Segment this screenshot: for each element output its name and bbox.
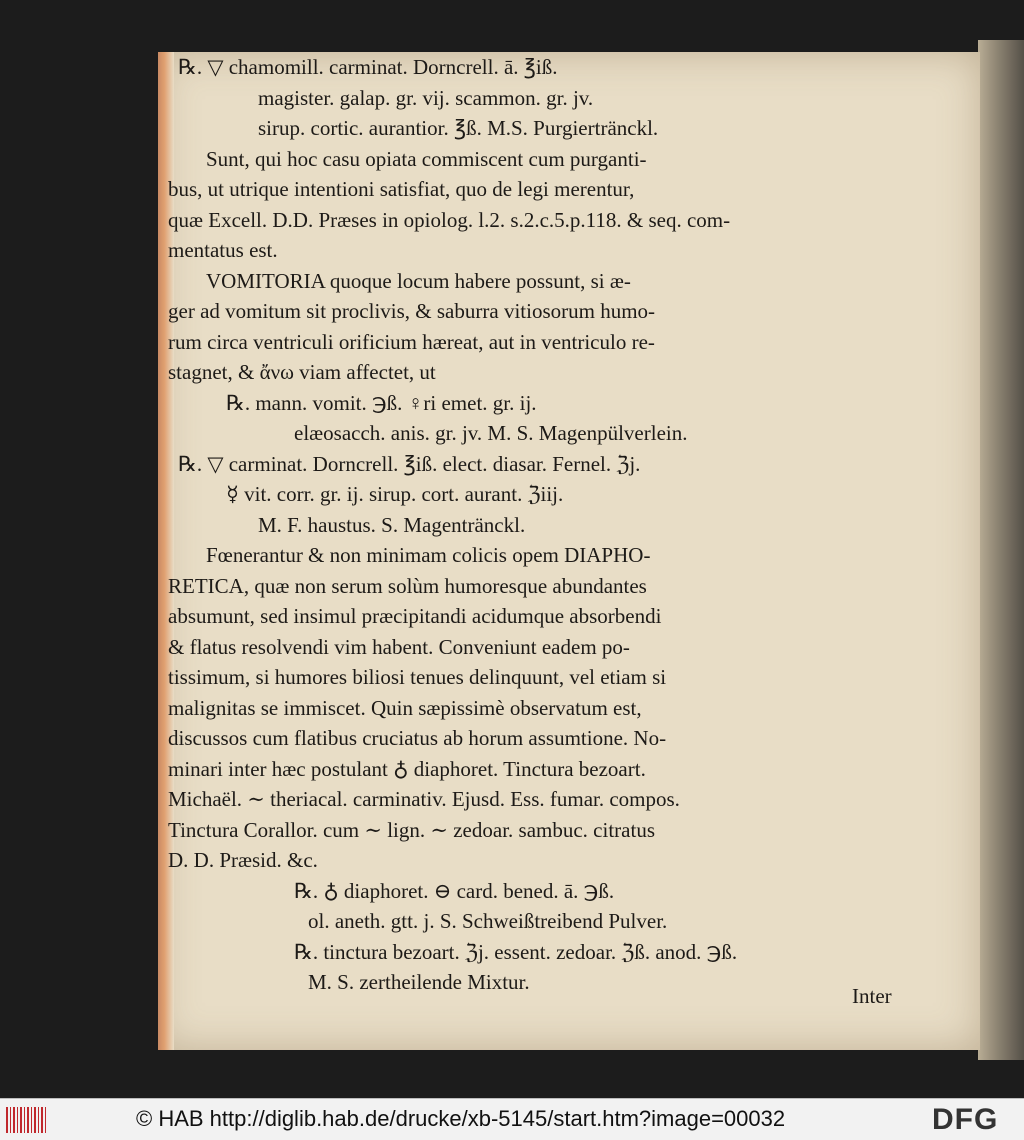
text-line: Michaël. ∼ theriacal. carminativ. Ejusd. Ess. fumar. compos. [168,787,680,811]
text-line: ℞. mann. vomit. ℈ß. ♀ri emet. gr. ij. [226,390,537,415]
page-text-block [168,52,908,998]
text-line: magister. galap. gr. vij. scammon. gr. jv. [258,85,594,110]
text-line: ℞. ▽ chamomill. carminat. Dorncrell. ā. ℥iß. [178,55,558,79]
text-line: M. F. haustus. S. Magentränckl. [258,512,526,537]
text-line: bus, ut utrique intentioni satisfiat, quo de legi merentur, [168,177,635,201]
text-line: stagnet, & ἄνω viam affectet, ut [168,360,436,384]
text-line: malignitas se immiscet. Quin sæpissimè observatum est, [168,695,642,720]
text-line: absumunt, sed insimul præcipitandi acidumque absorbendi [168,604,662,628]
text-line: elæosacch. anis. gr. jv. M. S. Magenpülverlein. [294,421,688,445]
text-line: ☿ vit. corr. gr. ij. sirup. cort. aurant. ℨiij. [226,482,564,506]
text-line: Fœnerantur & non minimam colicis opem DIAPHO- [206,543,651,567]
text-line: discussos cum flatibus cruciatus ab horum assumtione. No- [168,726,667,750]
viewer-footer [0,1098,1024,1140]
text-line: minari inter hæc postulant ♁ diaphoret. Tinctura bezoart. [168,756,646,781]
text-line: & flatus resolvendi vim habent. Conveniunt eadem po- [168,634,630,659]
catchword: Inter [852,984,892,1008]
text-line: ℞. ♁ diaphoret. ⊖ card. bened. ā. ℈ß. [294,878,615,903]
text-line: ol. aneth. gtt. j. S. Schweißtreibend Pulver. [308,909,668,933]
text-line: VOMITORIA quoque locum habere possunt, si æ- [206,268,631,293]
text-line: Sunt, qui hoc casu opiata commiscent cum purganti- [206,146,647,171]
text-line: ℞. ▽ carminat. Dorncrell. ℥iß. elect. diasar. Fernel. ℨj. [178,451,641,476]
text-line: ger ad vomitum sit proclivis, & saburra vitiosorum humo- [168,299,656,323]
dfg-logo: DFG [932,1103,999,1136]
text-line: RETICA, quæ non serum solùm humoresque abundantes [168,573,647,598]
facing-page-edge [978,40,1024,1060]
text-line: ℞. tinctura bezoart. ℨj. essent. zedoar. ℨß. anod. ℈ß. [294,939,738,964]
text-line: mentatus est. [168,238,278,262]
source-credit[interactable]: © HAB http://diglib.hab.de/drucke/xb-5145/start.htm?image=00032 [136,1106,786,1131]
text-line: sirup. cortic. aurantior. ℥ß. M.S. Purgiertränckl. [258,116,659,140]
text-line: quæ Excell. D.D. Præses in opiolog. l.2. s.2.c.5.p.118. & seq. com- [168,207,731,232]
text-line: Tinctura Corallor. cum ∼ lign. ∼ zedoar. sambuc. citratus [168,817,655,842]
text-line: rum circa ventriculi orificium hæreat, aut in ventriculo re- [168,329,655,354]
hab-logo-icon [6,1107,46,1133]
text-line: tissimum, si humores biliosi tenues delinquunt, vel etiam si [168,665,667,689]
text-line: D. D. Præsid. &c. [168,848,318,872]
text-line: M. S. zertheilende Mixtur. [308,970,530,994]
